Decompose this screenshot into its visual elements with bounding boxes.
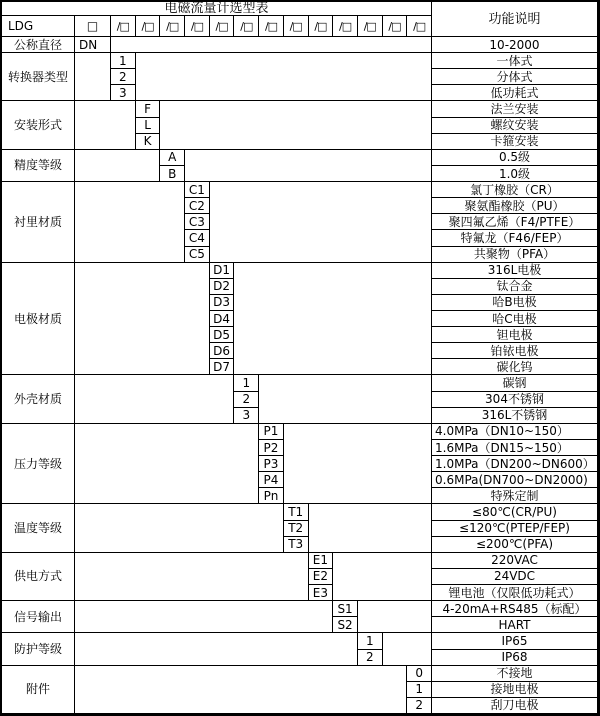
- code-cell: 1: [407, 682, 432, 698]
- code-cell: P2: [259, 440, 284, 456]
- model-box-slot: /□: [111, 16, 136, 37]
- spacer-cell: [284, 424, 432, 505]
- desc-cell: 钽电极: [432, 327, 598, 343]
- spacer-cell: [185, 150, 432, 182]
- desc-cell: 10-2000: [432, 37, 598, 53]
- desc-cell: 哈B电极: [432, 295, 598, 311]
- spacer-cell: [111, 37, 432, 53]
- desc-cell: 分体式: [432, 69, 598, 85]
- code-cell: K: [136, 134, 161, 150]
- spacer-cell: [75, 182, 185, 263]
- desc-cell: 特氟龙（F46/FEP）: [432, 230, 598, 246]
- code-cell: P3: [259, 456, 284, 472]
- desc-cell: 一体式: [432, 53, 598, 69]
- desc-cell: HART: [432, 617, 598, 633]
- code-cell: P4: [259, 472, 284, 488]
- desc-cell: IP68: [432, 650, 598, 666]
- desc-cell: 0.5级: [432, 150, 598, 166]
- code-cell: T2: [284, 521, 309, 537]
- code-cell: F: [136, 101, 161, 117]
- code-cell: C3: [185, 214, 210, 230]
- spacer-cell: [309, 504, 432, 552]
- model-box-slot: /□: [383, 16, 408, 37]
- model-box-slot: /□: [407, 16, 432, 37]
- code-cell: L: [136, 118, 161, 134]
- desc-cell: 不接地: [432, 666, 598, 682]
- spacer-cell: [75, 150, 160, 182]
- section-label: 防护等级: [2, 633, 75, 665]
- code-cell: D7: [210, 359, 235, 375]
- desc-cell: 低功耗式: [432, 85, 598, 101]
- desc-cell: 钛合金: [432, 279, 598, 295]
- code-cell: 0: [407, 666, 432, 682]
- model-box-first: □: [75, 16, 111, 37]
- spacer-cell: [75, 553, 309, 601]
- model-box-slot: /□: [259, 16, 284, 37]
- code-cell: DN: [75, 37, 111, 53]
- section-label: 压力等级: [2, 424, 75, 505]
- desc-cell: 1.0级: [432, 166, 598, 182]
- spacer-cell: [75, 424, 259, 505]
- model-box-slot: /□: [234, 16, 259, 37]
- spacer-cell: [358, 601, 432, 633]
- code-cell: D5: [210, 327, 235, 343]
- spacer-cell: [383, 633, 432, 665]
- section-label: 公称直径: [2, 37, 75, 53]
- model-box-slot: /□: [136, 16, 161, 37]
- spacer-cell: [75, 375, 234, 423]
- desc-cell: 0.6MPa(DN700~DN2000): [432, 472, 598, 488]
- code-cell: D3: [210, 295, 235, 311]
- code-cell: 1: [234, 375, 259, 391]
- desc-cell: 法兰安装: [432, 101, 598, 117]
- code-cell: 3: [234, 408, 259, 424]
- desc-cell: 铂铱电极: [432, 343, 598, 359]
- desc-cell: 316L电极: [432, 263, 598, 279]
- spacer-cell: [75, 101, 136, 149]
- desc-cell: 4-20mA+RS485（标配）: [432, 601, 598, 617]
- desc-cell: 1.0MPa（DN200~DN600）: [432, 456, 598, 472]
- spacer-cell: [210, 182, 432, 263]
- section-label: 供电方式: [2, 553, 75, 601]
- spacer-cell: [75, 263, 210, 376]
- code-cell: D6: [210, 343, 235, 359]
- model-box-slot: /□: [309, 16, 334, 37]
- desc-cell: 哈C电极: [432, 311, 598, 327]
- spacer-cell: [234, 263, 432, 376]
- section-label: 衬里材质: [2, 182, 75, 263]
- spacer-cell: [75, 666, 407, 714]
- section-label: 信号输出: [2, 601, 75, 633]
- desc-cell: ≤80℃(CR/PU): [432, 504, 598, 520]
- desc-cell: 特殊定制: [432, 488, 598, 504]
- code-cell: D4: [210, 311, 235, 327]
- table-title: 电磁流量计选型表: [2, 2, 432, 16]
- code-cell: C5: [185, 247, 210, 263]
- spacer-cell: [75, 504, 284, 552]
- desc-cell: 接地电极: [432, 682, 598, 698]
- section-label: 转换器类型: [2, 53, 75, 101]
- code-cell: S1: [333, 601, 358, 617]
- code-cell: C1: [185, 182, 210, 198]
- spacer-cell: [75, 53, 111, 101]
- section-label: 附件: [2, 666, 75, 714]
- spacer-cell: [75, 633, 358, 665]
- code-cell: 2: [358, 650, 383, 666]
- code-cell: E3: [309, 585, 334, 601]
- section-label: 精度等级: [2, 150, 75, 182]
- code-cell: C2: [185, 198, 210, 214]
- function-column-header: 功能说明: [432, 2, 598, 37]
- desc-cell: 锂电池（仅限低功耗式）: [432, 585, 598, 601]
- desc-cell: 刮刀电极: [432, 698, 598, 714]
- model-box-slot: /□: [160, 16, 185, 37]
- desc-cell: 螺纹安装: [432, 118, 598, 134]
- code-cell: 1: [358, 633, 383, 649]
- code-cell: S2: [333, 617, 358, 633]
- code-cell: 2: [234, 392, 259, 408]
- desc-cell: 220VAC: [432, 553, 598, 569]
- model-box-slot: /□: [210, 16, 235, 37]
- code-cell: E1: [309, 553, 334, 569]
- code-cell: Pn: [259, 488, 284, 504]
- desc-cell: 卡箍安装: [432, 134, 598, 150]
- desc-cell: ≤200℃(PFA): [432, 537, 598, 553]
- desc-cell: 24VDC: [432, 569, 598, 585]
- desc-cell: ≤120℃(PTEP/FEP): [432, 521, 598, 537]
- desc-cell: 共聚物（PFA）: [432, 247, 598, 263]
- code-cell: C4: [185, 230, 210, 246]
- code-cell: 2: [111, 69, 136, 85]
- desc-cell: 碳化钨: [432, 359, 598, 375]
- desc-cell: 304不锈钢: [432, 392, 598, 408]
- section-label: 外壳材质: [2, 375, 75, 423]
- desc-cell: 1.6MPa（DN15~150）: [432, 440, 598, 456]
- section-label: 电极材质: [2, 263, 75, 376]
- desc-cell: 碳钢: [432, 375, 598, 391]
- model-box-slot: /□: [358, 16, 383, 37]
- code-cell: D1: [210, 263, 235, 279]
- spacer-cell: [75, 601, 333, 633]
- code-cell: 1: [111, 53, 136, 69]
- code-cell: P1: [259, 424, 284, 440]
- section-label: 安装形式: [2, 101, 75, 149]
- code-cell: T3: [284, 537, 309, 553]
- code-cell: 2: [407, 698, 432, 714]
- code-cell: A: [160, 150, 185, 166]
- code-cell: T1: [284, 504, 309, 520]
- model-box-slot: /□: [185, 16, 210, 37]
- code-cell: D2: [210, 279, 235, 295]
- spacer-cell: [259, 375, 432, 423]
- desc-cell: 聚四氟乙烯（F4/PTFE）: [432, 214, 598, 230]
- spacer-cell: [136, 53, 432, 101]
- spacer-cell: [160, 101, 432, 149]
- code-cell: B: [160, 166, 185, 182]
- model-box-slot: /□: [333, 16, 358, 37]
- desc-cell: 聚氨酯橡胶（PU）: [432, 198, 598, 214]
- spacer-cell: [333, 553, 432, 601]
- desc-cell: 氯丁橡胶（CR）: [432, 182, 598, 198]
- desc-cell: 4.0MPa（DN10~150）: [432, 424, 598, 440]
- code-cell: 3: [111, 85, 136, 101]
- section-label: 温度等级: [2, 504, 75, 552]
- code-cell: E2: [309, 569, 334, 585]
- model-box-slot: /□: [284, 16, 309, 37]
- desc-cell: 316L不锈钢: [432, 408, 598, 424]
- model-prefix: LDG: [2, 16, 75, 37]
- desc-cell: IP65: [432, 633, 598, 649]
